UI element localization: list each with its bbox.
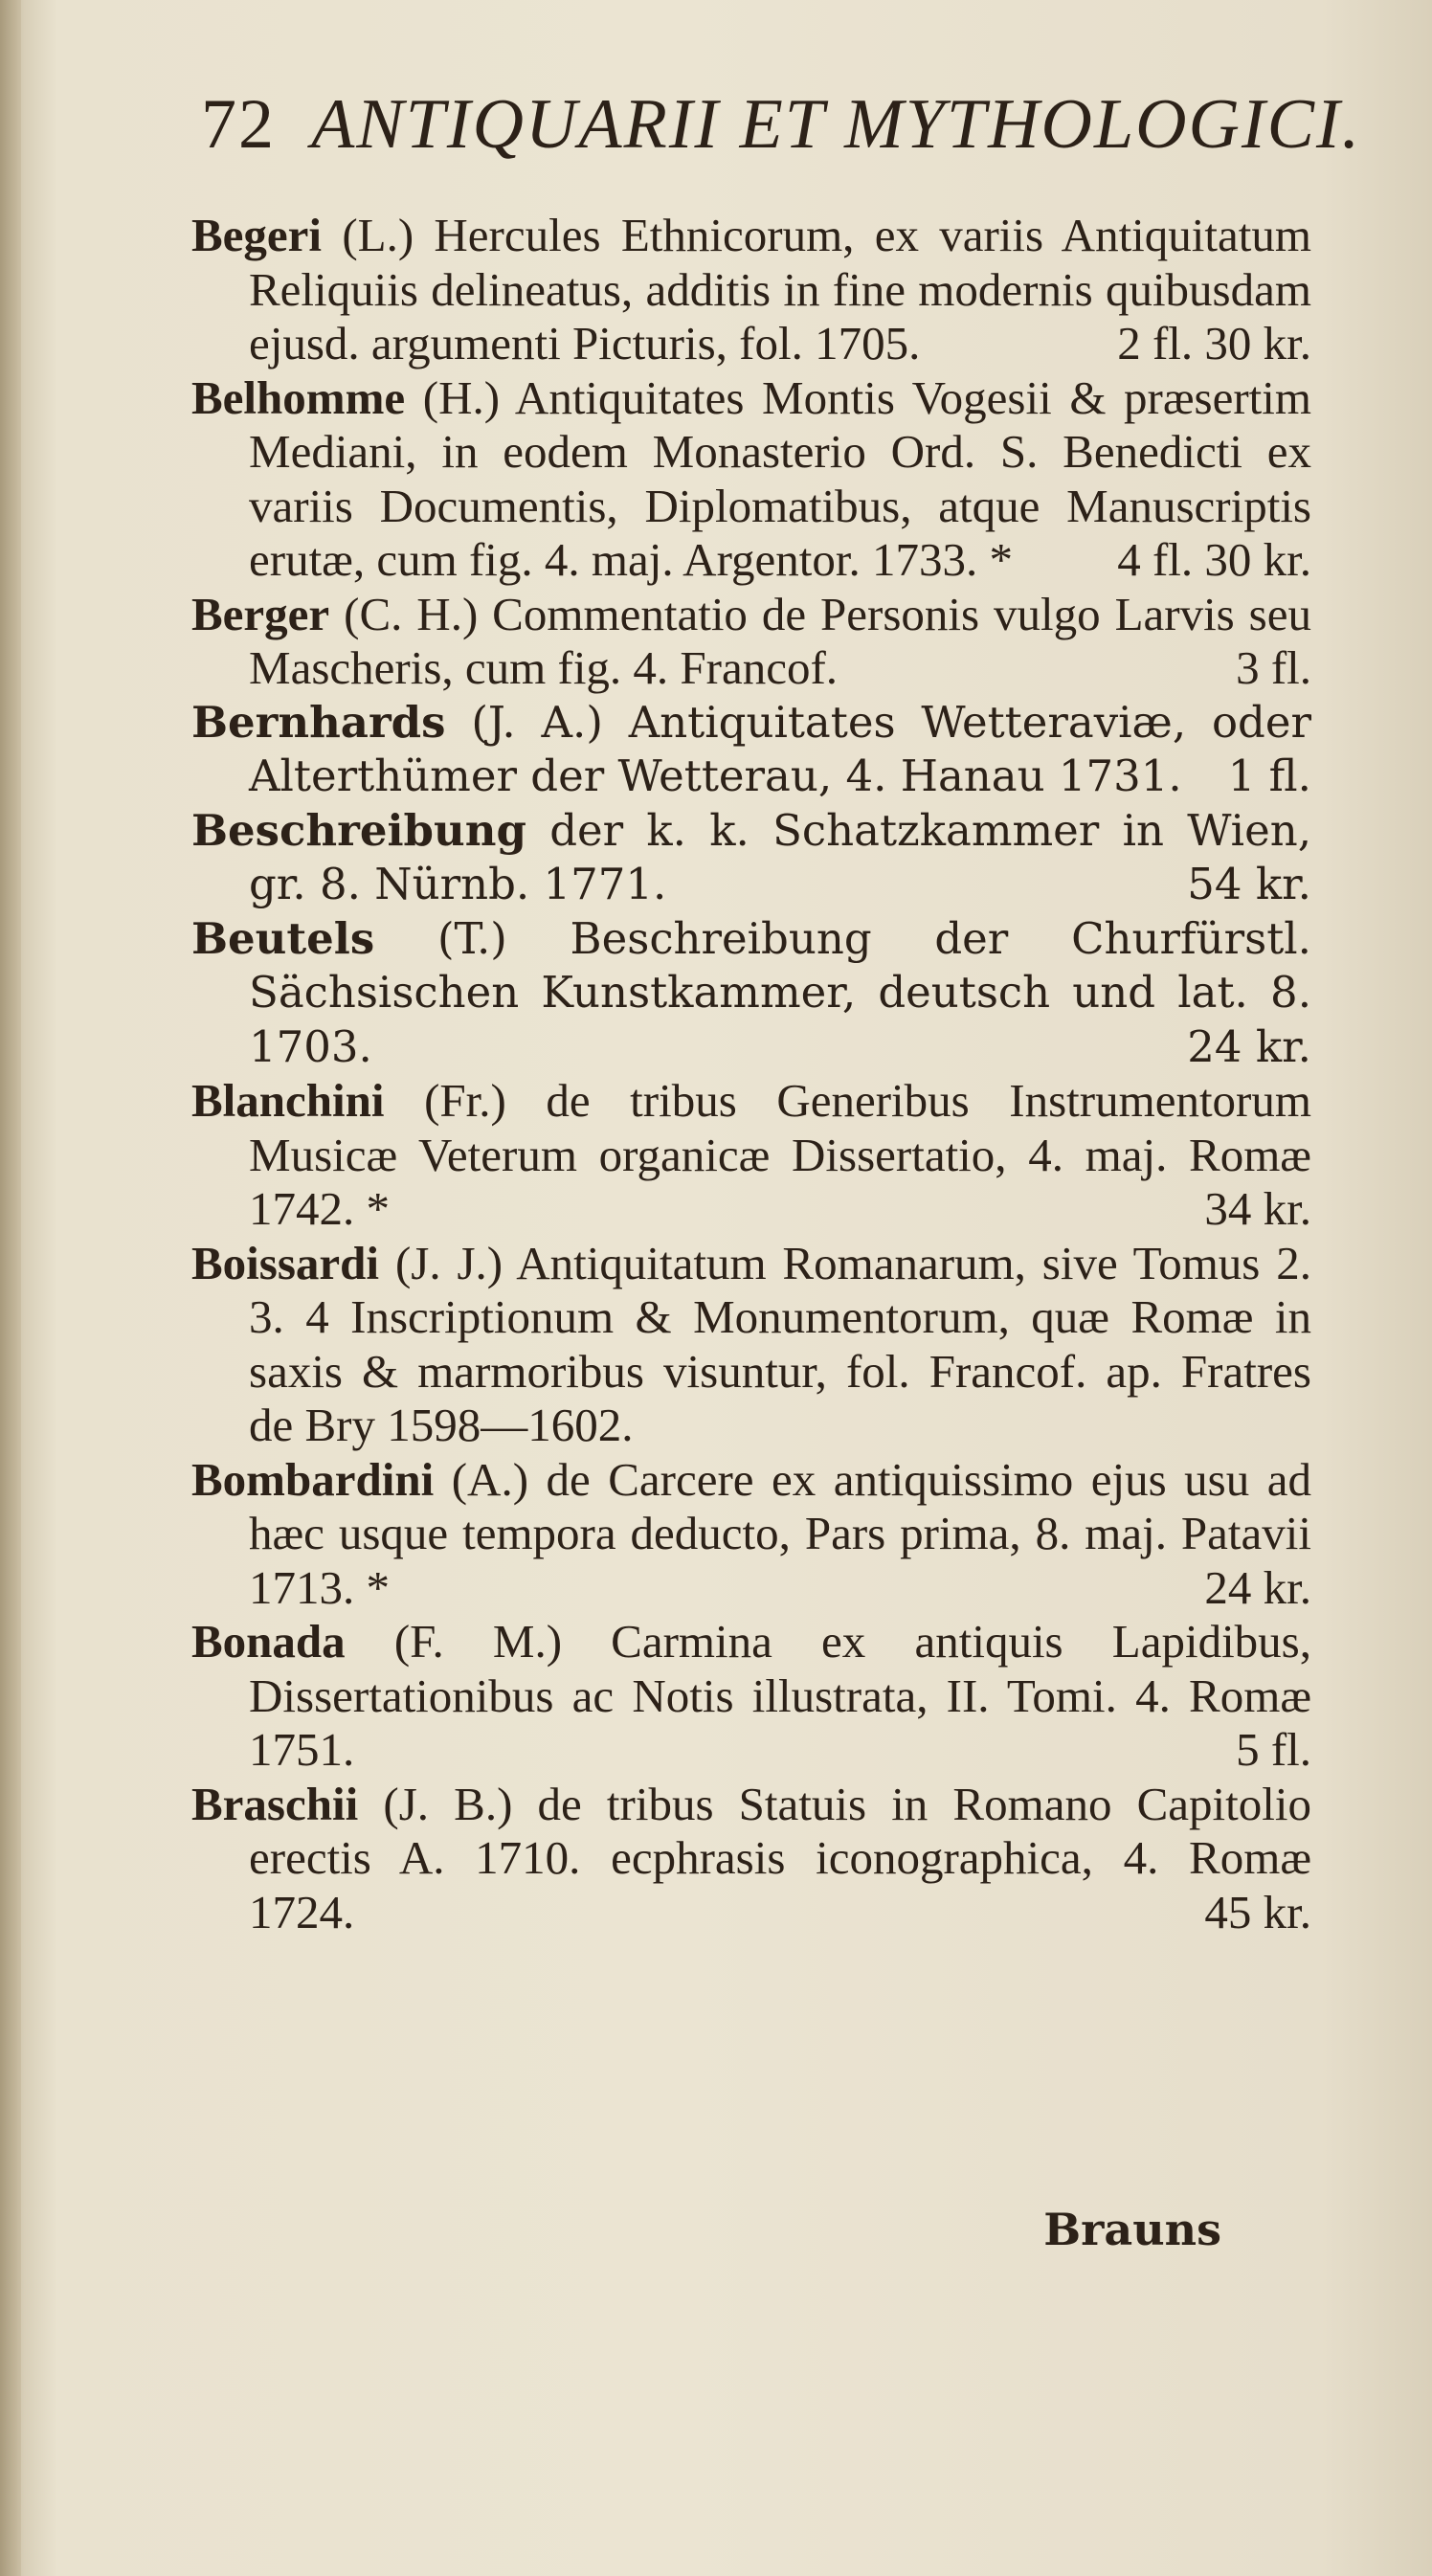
entry-price: 34 kr. [1204, 1182, 1311, 1235]
catalog-entry [191, 371, 1311, 588]
catalog-entry [191, 912, 1311, 1075]
running-header [201, 84, 1362, 166]
catalog-entry [191, 209, 1311, 371]
entry-author: Begeri [191, 209, 323, 261]
entry-author: Berger [191, 587, 330, 640]
catalog-entry [191, 588, 1311, 696]
catalog-entries [191, 209, 1311, 1939]
entry-text: (H.) Antiquitates Montis Vogesii & præsertim Mediani, in eodem Monasterio Ord. S. Benedicti ex variis Documentis, Diplomatibus, atque Manuscriptis erutæ, cum fig. 4. maj. Argentor. 1733. * [249, 370, 1311, 586]
catalog-entry [191, 1778, 1311, 1940]
entry-price: 24 kr. [1187, 1020, 1311, 1072]
entry-text: (C. H.) Commentatio de Personis vulgo Larvis seu Mascheris, cum fig. 4. Francof. [249, 587, 1311, 694]
page-number: 72 [201, 85, 276, 164]
entry-text: (A.) de Carcere ex antiquissimo ejus usu ad hæc usque tempora deducto, Pars prima, 8. maj. Patavii 1713. * [249, 1452, 1311, 1614]
catalog-entry [191, 1237, 1311, 1453]
entry-author: Braschii [191, 1777, 359, 1830]
entry-author: Boissardi [191, 1236, 380, 1289]
entry-author: Bernhards [191, 696, 446, 748]
catalog-entry [191, 1453, 1311, 1616]
entry-text: (L.) Hercules Ethnicorum, ex variis Antiquitatum Reliquiis delineatus, additis in fine modernis quibusdam ejusd. argumenti Picturis, fol. 1705. [249, 209, 1311, 370]
entry-text: (J. A.) Antiquitates Wetteraviæ, oder Alterthümer der Wetterau, 4. Hanau 1731. [249, 696, 1311, 801]
entry-price: 45 kr. [1204, 1885, 1311, 1938]
entry-text: der k. k. Schatzkammer in Wien, gr. 8. Nürnb. 1771. [249, 804, 1311, 909]
entry-price: 54 kr. [1187, 859, 1311, 909]
catchword: Brauns [1043, 2204, 1221, 2255]
catalog-entry [191, 1615, 1311, 1778]
entry-author: Beutels [191, 912, 375, 964]
entry-price: 4 fl. 30 kr. [1117, 533, 1311, 586]
catalog-entry [191, 804, 1311, 912]
entry-price: 3 fl. [1236, 641, 1311, 694]
catalog-entry [191, 1074, 1311, 1237]
entry-text: (Fr.) de tribus Generibus Instrumentorum Musicæ Veterum organicæ Dissertatio, 4. maj. Romæ 1742. * [249, 1074, 1311, 1235]
entry-author: Blanchini [191, 1074, 385, 1127]
entry-price: 1 fl. [1227, 750, 1311, 801]
page-gutter [0, 0, 21, 2576]
catalog-entry [191, 696, 1311, 804]
entry-text: (F. M.) Carmina ex antiquis Lapidibus, Dissertationibus ac Notis illustrata, II. Tomi. 4. Romæ 1751. [249, 1615, 1312, 1776]
entry-author: Bonada [191, 1615, 346, 1668]
entry-text: (T.) Beschreibung der Churfürstl. Sächsischen Kunstkammer, deutsch und lat. 8. 1703. [249, 912, 1311, 1072]
entry-price: 5 fl. [1236, 1723, 1311, 1776]
running-title: ANTIQUARII ET MYTHOLOGICI. [311, 85, 1362, 164]
entry-author: Bombardini [191, 1452, 435, 1506]
entry-price: 2 fl. 30 kr. [1117, 317, 1311, 370]
entry-text: (J. B.) de tribus Statuis in Romano Capitolio erectis A. 1710. ecphrasis iconographica, 4. Romæ 1724. [249, 1777, 1311, 1938]
entry-author: Belhomme [191, 370, 406, 424]
entry-price: 24 kr. [1204, 1560, 1311, 1614]
entry-text: (J. J.) Antiquitatum Romanarum, sive Tomus 2. 3. 4 Inscriptionum & Monumentorum, quæ Romæ in saxis & marmoribus visuntur, fol. Francof. ap. Fratres de Bry 1598—1602. [249, 1236, 1311, 1451]
entry-author: Beschreibung [191, 804, 526, 856]
